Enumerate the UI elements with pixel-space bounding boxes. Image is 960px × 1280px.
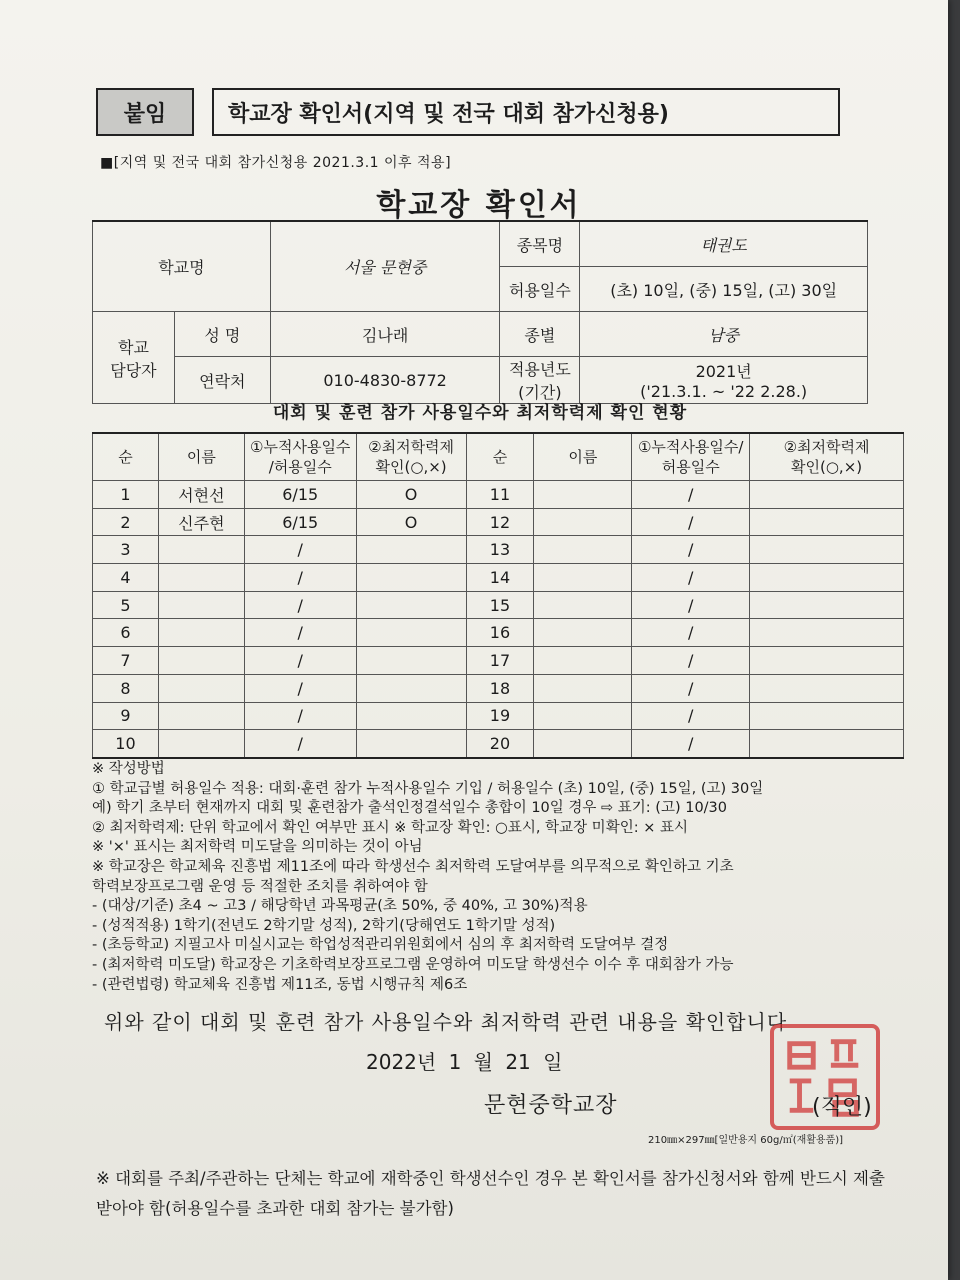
row-no-right: 19 [466,702,534,730]
event-value: 태권도 [580,221,868,267]
row-name [158,536,244,564]
instructions [92,760,892,995]
row-name [158,619,244,647]
row-no: 1 [93,481,159,509]
row-no: 6 [93,619,159,647]
row-days: / [244,702,356,730]
row-min [356,591,466,619]
row-days-right: / [632,536,750,564]
category-label: 종별 [500,312,580,357]
row-min [356,564,466,592]
row-min [356,730,466,758]
row-name: 신주현 [158,508,244,536]
note-line: - (초등학교) 지필고사 미실시교는 학업성적관리위원회에서 심의 후 최저학력 도달여부 결정 [92,937,669,954]
category-value: 남중 [580,312,868,357]
note-line: ※ 학교장은 학교체육 진흥법 제11조에 따라 학생선수 최저학력 도달여부를 의무적으로 확인하고 기초 [92,858,734,875]
row-days-right: / [632,730,750,758]
row-min-right [750,591,904,619]
table-row [93,564,904,592]
header-days-right [632,433,750,481]
table-row [93,619,904,647]
header-min [356,433,466,481]
row-name [158,564,244,592]
row-min: O [356,508,466,536]
status-heading: 대회 및 훈련 참가 사용일수와 최저학력제 확인 현황 [272,403,688,423]
year-value [580,357,868,404]
row-name [158,702,244,730]
row-days-right: / [632,481,750,509]
days-label: 허용일수 [500,267,580,312]
row-days: / [244,619,356,647]
paper-spec: 210㎜×297㎜[일반용지 60g/㎡(재활용품)] [648,1135,844,1146]
row-no-right: 14 [466,564,534,592]
row-name-right [534,730,632,758]
row-no-right: 18 [466,674,534,702]
table-row [93,730,904,758]
table-row [93,481,904,509]
header-days [244,433,356,481]
header-min-line1: ②최저학력제 [368,438,455,456]
row-name [158,730,244,758]
row-name [158,591,244,619]
note-line: ※ 작성방법 [92,761,165,777]
row-no-right: 17 [466,647,534,675]
row-days: / [244,536,356,564]
note-line: 학력보장프로그램 운영 등 적절한 조치를 취하여야 함 [92,878,428,895]
footer-note: ※ 대회를 주최/주관하는 단체는 학교에 재학중인 학생선수인 경우 본 확인서를 참가신청서와 함께 반드시 제출받아야 함(허용일수를 초과한 대회 참가는 불가함) [96,1169,885,1218]
header-days-line2: /허용일수 [268,458,332,476]
row-days-right: / [632,564,750,592]
row-days: 6/15 [244,481,356,509]
row-days: / [244,591,356,619]
header-days-right-line1: ①누적사용일수/ [637,438,744,456]
roster-header-row [93,433,904,481]
school-value: 서울 문현중 [270,221,500,312]
staff-label-line1: 학교 [117,337,149,357]
row-no: 2 [93,508,159,536]
row-no-right: 20 [466,730,534,758]
seal-label: (직인) [812,1095,872,1120]
school-label: 학교명 [93,221,271,312]
row-min: O [356,481,466,509]
header-no-right: 순 [466,433,534,481]
row-name-right [534,564,632,592]
row-days-right: / [632,674,750,702]
row-name-right [534,647,632,675]
note-line: - (대상/기준) 초4 ~ 고3 / 해당학년 과목평균(초 50%, 중 40%, 고 30%)적용 [92,898,588,915]
event-label: 종목명 [500,221,580,267]
row-days: / [244,674,356,702]
row-days: / [244,730,356,758]
year-value-line1: 2021년 [695,362,752,381]
row-days: 6/15 [244,508,356,536]
row-min-right [750,508,904,536]
note-line: 예) 학기 초부터 현재까지 대회 및 훈련참가 출석인정결석일수 총합이 10일 경우 ⇨ 표기: (고) 10/30 [92,800,728,817]
note-line: ※ '×' 표시는 최저학력 미도달을 의미하는 것이 아님 [92,839,423,856]
row-no: 9 [93,702,159,730]
row-no: 10 [93,730,159,758]
row-min [356,619,466,647]
row-min-right [750,536,904,564]
table-row [93,508,904,536]
row-name-right [534,481,632,509]
row-name [158,647,244,675]
row-days-right: / [632,647,750,675]
confirmation-statement: 위와 같이 대회 및 훈련 참가 사용일수와 최저학력 관련 내용을 확인합니다 [104,1010,788,1034]
row-name-right [534,591,632,619]
row-min [356,647,466,675]
staff-label-line2: 담당자 [110,360,157,380]
row-no: 7 [93,647,159,675]
row-no-right: 13 [466,536,534,564]
year-label-line1: 적용년도 [508,360,571,379]
header-days-line1: ①누적사용일수 [250,438,351,456]
contact-value: 010-4830-8772 [270,357,500,404]
table-row [93,647,904,675]
row-no-right: 15 [466,591,534,619]
row-days-right: / [632,619,750,647]
row-name-right [534,674,632,702]
row-no: 8 [93,674,159,702]
table-row [93,591,904,619]
table-row [93,702,904,730]
note-line: - (관련법령) 학교체육 진흥법 제11조, 동법 시행규칙 제6조 [92,976,468,993]
row-min-right [750,481,904,509]
year-label-line2: (기간) [518,383,562,402]
row-days-right: / [632,702,750,730]
row-min [356,536,466,564]
note-line: ① 학교급별 허용일수 적용: 대회·훈련 참가 누적사용일수 기입 / 허용일수 (초) 10일, (중) 15일, (고) 30일 [92,780,764,797]
header-min-right-line2: 확인(○,×) [791,458,863,476]
note-line: - (성적적용) 1학기(전년도 2학기말 성적), 2학기(당해연도 1학기말 성적) [92,917,556,934]
name-label: 성 명 [174,312,270,357]
appendix-tag: 붙임 [96,88,194,136]
row-min-right [750,619,904,647]
row-no: 5 [93,591,159,619]
table-row [93,536,904,564]
year-label [500,357,580,404]
row-min-right [750,647,904,675]
header-name-right: 이름 [534,433,632,481]
row-days: / [244,564,356,592]
year-value-line2: ('21.3.1. ~ '22 2.28.) [640,382,808,401]
appendix-title: 학교장 확인서(지역 및 전국 대회 참가신청용) [212,88,840,136]
row-days: / [244,647,356,675]
row-name-right [534,508,632,536]
staff-label [93,312,175,404]
row-name [158,674,244,702]
document-title: 학교장 확인서 [376,188,582,223]
info-table [92,220,868,404]
row-min-right [750,702,904,730]
principal-name: 문현중학교장 [484,1093,618,1118]
row-no-right: 16 [466,619,534,647]
contact-label: 연락처 [174,357,270,404]
row-name-right [534,619,632,647]
header-no: 순 [93,433,159,481]
row-no: 3 [93,536,159,564]
row-no: 4 [93,564,159,592]
header-name: 이름 [158,433,244,481]
note-line: ② 최저학력제: 단위 학교에서 확인 여부만 표시 ※ 학교장 확인: ○표시, 학교장 미확인: × 표시 [92,819,688,836]
row-min-right [750,730,904,758]
row-days-right: / [632,508,750,536]
days-value: (초) 10일, (중) 15일, (고) 30일 [580,267,868,312]
row-no-right: 11 [466,481,534,509]
row-days-right: / [632,591,750,619]
header-min-right-line1: ②최저학력제 [783,438,870,456]
row-min [356,674,466,702]
row-name-right [534,702,632,730]
header-days-right-line2: 허용일수 [661,458,720,476]
row-name-right [534,536,632,564]
table-row [93,674,904,702]
header-min-right [750,433,904,481]
row-no-right: 12 [466,508,534,536]
row-min-right [750,564,904,592]
scope-note: ■[지역 및 전국 대회 참가신청용 2021.3.1 이후 적용] [100,155,452,171]
header-min-line2: 확인(○,×) [375,458,447,476]
roster-table [92,432,904,759]
signature-date: 2022년 1 월 21 일 [366,1050,563,1074]
name-value: 김나래 [270,312,500,357]
row-min [356,702,466,730]
row-min-right [750,674,904,702]
row-name: 서현선 [158,481,244,509]
note-line: - (최저학력 미도달) 학교장은 기초학력보장프로그램 운영하여 미도달 학생선수 이수 후 대회참가 가능 [92,956,734,973]
